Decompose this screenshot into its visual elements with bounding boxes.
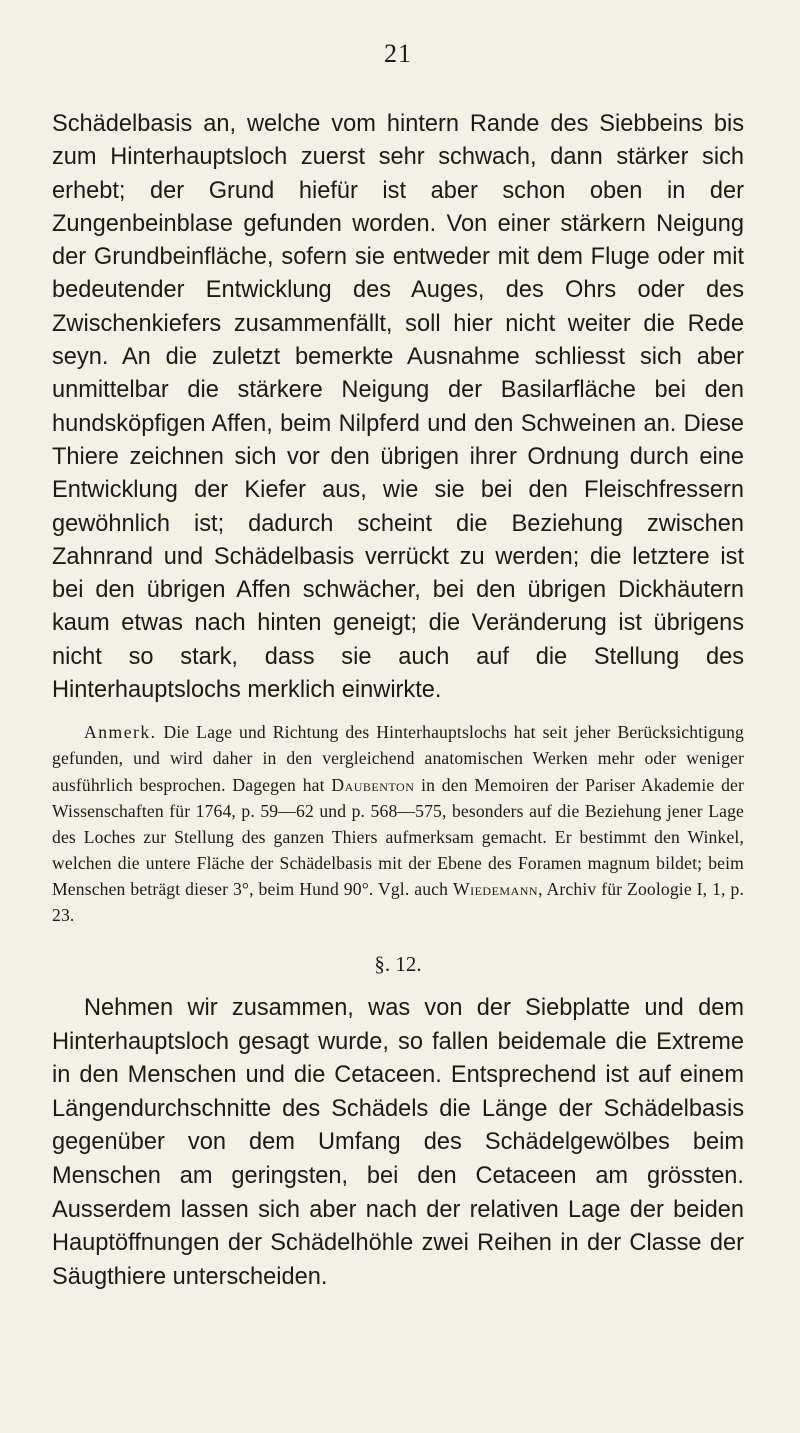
section-heading: §. 12. xyxy=(374,952,422,977)
footnote-paragraph xyxy=(52,719,744,928)
note-text-part-1: Die Lage und Richtung des Hinterhauptslochs hat seit jeher Berücksichtigung gefunden, und wird daher in den vergleichend anatomischen Werken mehr oder weniger ausführlich besprochen. Dagegen hat xyxy=(52,722,744,795)
note-author-wiedemann: Wiedemann xyxy=(452,878,539,899)
note-lead: Anmerk. xyxy=(84,722,157,743)
note-author-daubenton: Daubenton xyxy=(331,774,415,795)
page-number: 21 xyxy=(384,39,412,68)
body-paragraph: Schädelbasis an, welche vom hintern Rande des Siebbeins bis zum Hinterhauptsloch zuerst sehr schwach, dann stärker sich erhebt; der Grund hiefür ist aber schon oben in der Zungenbeinblase gefunden worden. Von einer stärkern Neigung der Grundbeinfläche, sofern sie entweder mit dem Fluge oder mit bedeutender Entwicklung des Auges, des Ohrs oder des Zwischenkiefers zusammenfällt, soll hier nicht weiter die Rede seyn. An die zuletzt bemerkte Ausnahme schliesst sich aber unmittelbar die stärkere Neigung der Basilarfläche bei den hundsköpfigen Affen, beim Nilpferd und den Schweinen an. Diese Thiere zeichnen sich vor den übrigen ihrer Ordnung durch eine Entwicklung der Kiefer aus, wie sie bei den Fleischfressern gewöhnlich ist; dadurch scheint die Beziehung zwischen Zahnrand und Schädelbasis verrückt zu werden; die letztere ist bei den übrigen Affen schwächer, bei den übrigen Dickhäutern kaum etwas nach hinten geneigt; die Veränderung ist übrigens nicht so stark, dass sie auch auf die Stellung des Hinterhauptslochs merklich einwirkte. xyxy=(52,111,744,704)
note-text-part-3: , Archiv für Zoologie I, 1, p. 23. xyxy=(52,878,744,925)
section-paragraph: Nehmen wir zusammen, was von der Siebplatte und dem Hinterhauptsloch gesagt wurde, so fallen beidemale die Extreme in den Menschen und die Cetaceen. Entsprechend ist auf einem Längendurchschnitte des Schädels die Länge der Schädelbasis gegenüber von dem Umfang des Schädelgewölbes beim Menschen am geringsten, bei den Cetaceen am grössten. Ausserdem lassen sich aber nach der relativen Lage der beiden Hauptöffnungen der Schädelhöhle zwei Reihen in der Classe der Säugthiere unterscheiden. xyxy=(52,995,744,1290)
note-text-part-2: in den Memoiren der Pariser Akademie der Wissenschaften für 1764, p. 59—62 und p. 568—575, besonders auf die Beziehung jener Lage des Loches zur Stellung des ganzen Thiers aufmerksam gemacht. Er bestimmt den Winkel, welchen die untere Fläche der Schädelbasis mit der Ebene des Foramen magnum bildet; beim Menschen beträgt dieser 3°, beim Hund 90°. Vgl. auch xyxy=(52,774,744,899)
